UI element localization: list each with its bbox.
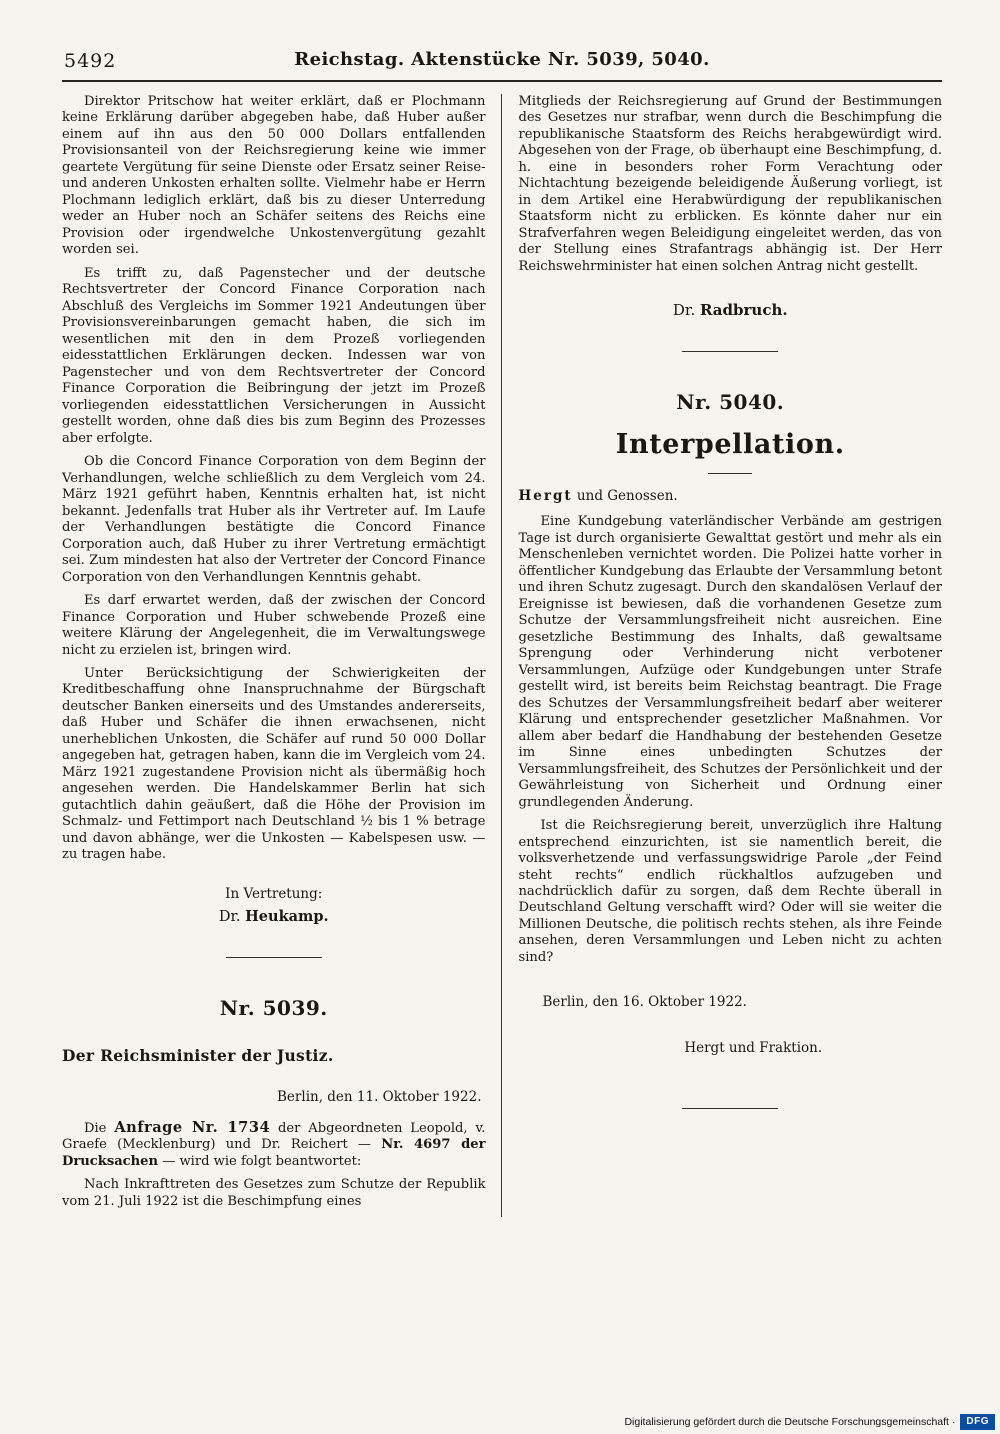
author-name-hergt: Hergt <box>518 488 573 505</box>
anfrage-text-part: der Abgeordneten Leopold, v. Graefe (Mecklenburg) und Dr. Reichert — <box>62 1120 486 1153</box>
ornament-divider <box>708 473 752 474</box>
dfg-logo: DFG <box>960 1414 995 1430</box>
section-heading-interpellation: Interpellation. <box>615 429 845 461</box>
two-column-body <box>62 94 942 1217</box>
paragraph-provision-hoehe: Unter Berücksichtigung der Schwierigkeiten der Kreditbeschaffung ohne Inanspruchnahme der Bürgschaft deutscher Banken einerseits und des Umstandes andererseits, daß Huber und Schäfer die ihnen erwachsenen, nicht unerheblichen Unkosten, die Schäfer auf rund 50 000 Dollar angegeben hat, getragen haben, kann die im Vergleich vom 24. März 1921 zugestandene Provision nicht als übermäßig hoch angesehen werden. Die Handelskammer Berlin hat sich gutachtlich dahin geäußert, daß die Höhe der Provision im Schmalz- und Fettimport nach Deutschland ½ bis 1 % betrage und davon abhänge, wer die Unkosten — Kabelspesen usw. — zu tragen habe. <box>62 665 486 863</box>
authors-line <box>519 488 943 504</box>
authors-rest: und Genossen. <box>572 488 678 505</box>
anfrage-text-part: — wird wie folgt beantwortet: <box>158 1153 362 1169</box>
digitization-footer <box>624 1414 995 1430</box>
paragraph-concord-beginn: Ob die Concord Finance Corporation von dem Beginn der Verhandlungen, welche schließlich zu dem Vergleich vom 24. März 1921 geführt haben, Kenntnis erhalten hat, ist nicht bekannt. Jedenfalls trat Huber als ihr Vertreter auf. Im Laufe der Verhandlungen bestätigte die Concord Finance Corporation auch, daß Huber zu ihrer Vertretung ermächtigt sei. Zum mindesten hat also der Vertreter der Concord Finance Corporation von den Verhandlungen Kenntnis gehabt. <box>62 454 486 585</box>
signature-intro: In Vertretung: <box>225 885 323 902</box>
drucksachen-nummer: Nr. 4697 der Drucksachen <box>62 1137 486 1169</box>
signature-name-heukamp <box>62 908 486 925</box>
end-divider <box>682 1108 778 1109</box>
paragraph-anfrage-1734 <box>62 1119 486 1170</box>
signature-surname: Radbruch. <box>700 301 788 320</box>
section-heading-justizminister: Der Reichsminister der Justiz. <box>62 1045 334 1065</box>
paragraph-fortsetzung-antwort: Mitglieds der Reichsregierung auf Grund der Bestimmungen des Gesetzes nur strafbar, wenn durch die Beschimpfung die republikanische Staatsform des Reichs herabgewürdigt wird. Abgesehen von der Frage, ob überhaupt eine Beschimpfung, d. h. eine in besonders roher Form Verachtung oder Nichtachtung bezeigende beleidigende Äußerung vorliegt, ist in dem Artikel eine Herabwürdigung der republikanischen Staatsform nicht zu erblicken. Es könnte daher nur ein Strafverfahren wegen Beleidigung eingeleitet werden, das von der Stellung eines Strafantrags abhängig ist. Der Herr Reichswehrminister hat einen solchen Antrag nicht gestellt. <box>518 94 942 274</box>
section-divider <box>682 351 778 352</box>
signature-hergt-fraktion: Hergt und Fraktion. <box>684 1040 823 1057</box>
dateline-11-oktober: Berlin, den 11. Oktober 1922. <box>277 1088 482 1105</box>
page-header <box>62 48 942 82</box>
signature-surname: Heukamp. <box>245 907 329 925</box>
signature-prefix: Dr. <box>218 908 246 925</box>
right-column <box>501 94 943 1217</box>
paragraph-pritschow: Direktor Pritschow hat weiter erklärt, daß er Plochmann keine Erklärung darüber abgegeben habe, daß Huber außer einem auf ihn aus den 50 000 Dollars entfallenden Provisionsanteil von der Reichsregierung keine wie immer geartete Vergütung für seine Dienste oder Ersatz seiner Reise- und anderen Unkosten erhalten sollte. Vielmehr habe er Herrn Plochmann lediglich erklärt, daß bis zu dieser Unterredung weder an Huber noch an Schäfer seitens des Reichs eine Provision oder irgendwelche Unkostenvergütung gezahlt worden sei. <box>62 94 486 258</box>
section-divider <box>226 957 322 958</box>
page-number: 5492 <box>64 50 117 72</box>
section-number-5040: Nr. 5040. <box>676 390 785 415</box>
signature-radbruch <box>519 301 943 319</box>
paragraph-antwort-beginn: Nach Inkrafttreten des Gesetzes zum Schutze der Republik vom 21. Juli 1922 ist die Beschimpfung eines <box>62 1177 486 1209</box>
section-number-5039: Nr. 5039. <box>219 995 328 1020</box>
signature-block-heukamp <box>62 886 486 925</box>
paragraph-schwebender-prozess: Es darf erwartet werden, daß der zwischen der Concord Finance Corporation und Huber schwebende Prozeß eine weitere Klärung der Angelegenheit, die im Verwaltungswege nicht zu erzielen ist, bringen wird. <box>62 593 486 658</box>
anfrage-nummer: Anfrage Nr. 1734 <box>114 1118 271 1136</box>
paragraph-pagenstecher: Es trifft zu, daß Pagenstecher und der deutsche Rechtsvertreter der Concord Finance Corporation nach Abschluß des Vergleichs im Sommer 1921 Andeutungen über Provisionsvereinbarungen gemacht haben, die sich im wesentlichen mit den in dem Prozeß vorliegenden eidesstattlichen Erklärungen decken. Indessen war von Pagenstecher und von dem Rechtsvertreter der Concord Finance Corporation die Beibringung der jetzt im Prozeß vorliegenden eidesstattlichen Versicherungen in Aussicht gestellt worden, ohne daß dies bis zum Beginn des Prozesses aber erfolgte. <box>62 265 486 446</box>
left-column <box>62 94 501 1217</box>
anfrage-text-part: Die <box>84 1120 115 1136</box>
page-title: Reichstag. Aktenstücke Nr. 5039, 5040. <box>294 49 710 70</box>
digitization-credit: Digitalisierung gefördert durch die Deutsche Forschungsgemeinschaft · <box>624 1416 956 1428</box>
signature-prefix: Dr. <box>672 301 700 320</box>
dateline-16-oktober: Berlin, den 16. Oktober 1922. <box>542 994 747 1011</box>
paragraph-kundgebung: Eine Kundgebung vaterländischer Verbände am gestrigen Tage ist durch organisierte Gewalttat gestört und mehr als ein Menschenleben vernichtet worden. Die Polizei hatte vorher in öffentlicher Kundgebung das Erlaubte der Versammlung betont und ihren Schutz zugesagt. Durch den skandalösen Verlauf der Ereignisse ist bewiesen, daß die vorhandenen Gesetze zum Schutze der Versammlungsfreiheit nicht ausreichen. Eine gesetzliche Bestimmung des Inhalts, daß gewaltsame Sprengung oder Verhinderung nicht verbotener Versammlungen, Aufzüge oder Kundgebungen unter Strafe gestellt wird, ist bereits beim Reichstag beantragt. Die Frage des Schutzes der Versammlungsfreiheit bedarf aber weiterer Klärung und entsprechender gesetzlicher Maßnahmen. Vor allem aber bedarf die Handhabung der bestehenden Gesetze im Sinne eines unbedingten Schutzes der Versammlungsfreiheit, des Schutzes der Persönlichkeit und der Gewährleistung von Sicherheit und Ordnung einer grundlegenden Änderung. <box>518 514 942 810</box>
paragraph-frage-an-reichsregierung: Ist die Reichsregierung bereit, unverzüglich ihre Haltung entsprechend einzurichten, ist sie namentlich bereit, die volksverhetzende und verfassungswidrige Parole „der Feind steht rechts“ endlich rückhaltlos aufzugeben und nachdrücklich dafür zu sorgen, daß dem Rechte überall in Deutschland Geltung verschafft wird? Oder will sie weiter die Millionen Deutsche, die politisch rechts stehen, als ihre Feinde ansehen, deren Versammlungen und Leben nicht zu achten sind? <box>518 818 942 965</box>
